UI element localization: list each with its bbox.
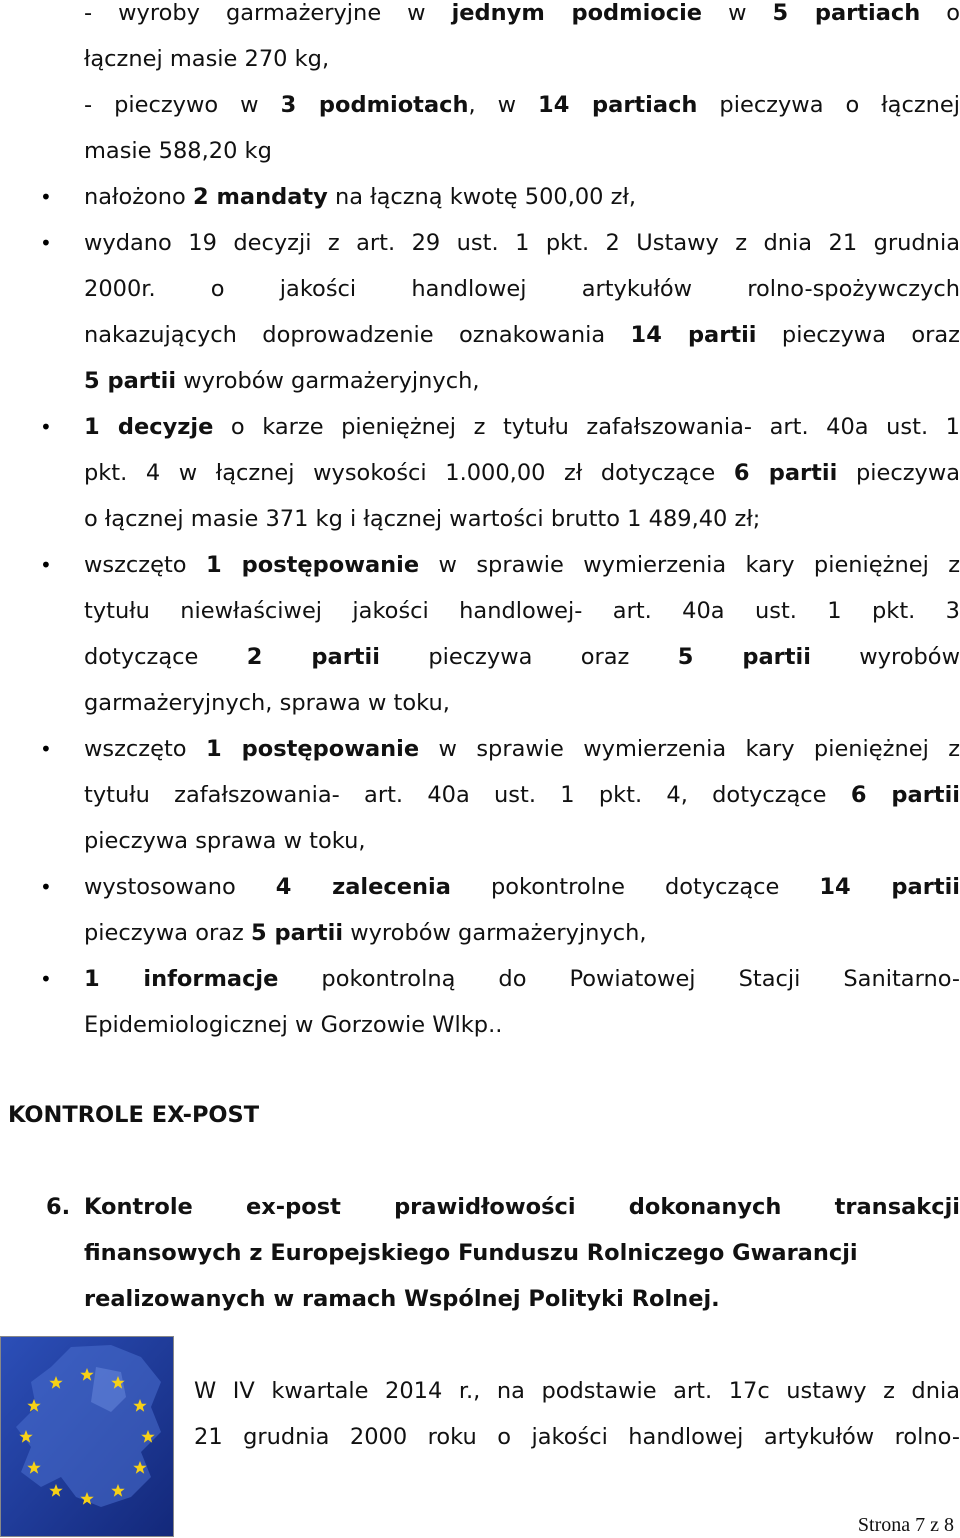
bullet-icon: • <box>40 231 52 255</box>
text-line: - wyroby garmażeryjne w jednym podmiocie w 5 partiach o <box>84 0 960 26</box>
bullet-icon: • <box>40 967 52 991</box>
bullet-icon: • <box>40 415 52 439</box>
section-title-line: finansowych z Europejskiego Funduszu Rolniczego Gwarancji <box>84 1240 858 1266</box>
text-line: nakazujących doprowadzenie oznakowania 14 partii pieczywa oraz <box>84 322 960 348</box>
text-line: 1 informacje pokontrolną do Powiatowej Stacji Sanitarno- <box>84 966 960 992</box>
text-line: pieczywa sprawa w toku, <box>84 828 366 854</box>
text-line: W IV kwartale 2014 r., na podstawie art. 17c ustawy z dnia <box>194 1378 960 1404</box>
page-number: Strona 7 z 8 <box>857 1514 954 1536</box>
text-line: - pieczywo w 3 podmiotach, w 14 partiach pieczywa o łącznej <box>84 92 960 118</box>
bullet-icon: • <box>40 185 52 209</box>
text-line: o łącznej masie 371 kg i łącznej wartości brutto 1 489,40 zł; <box>84 506 761 532</box>
text-line: wszczęto 1 postępowanie w sprawie wymierzenia kary pieniężnej z <box>84 552 960 578</box>
section-title-line: realizowanych w ramach Wspólnej Polityki Rolnej. <box>84 1286 720 1312</box>
text-line: 1 decyzje o karze pieniężnej z tytułu zafałszowania- art. 40a ust. 1 <box>84 414 960 440</box>
text-line: wystosowano 4 zalecenia pokontrolne dotyczące 14 partii <box>84 874 960 900</box>
text-line: masie 588,20 kg <box>84 138 272 164</box>
text-line: nałożono 2 mandaty na łączną kwotę 500,00 zł, <box>84 184 636 210</box>
section-number: 6. <box>46 1194 71 1220</box>
bullet-icon: • <box>40 875 52 899</box>
text-line: łącznej masie 270 kg, <box>84 46 330 72</box>
text-line: Epidemiologicznej w Gorzowie Wlkp.. <box>84 1012 503 1038</box>
text-line: 5 partii wyrobów garmażeryjnych, <box>84 368 480 394</box>
bullet-icon: • <box>40 553 52 577</box>
section-heading: KONTROLE EX-POST <box>8 1102 260 1128</box>
bullet-icon: • <box>40 737 52 761</box>
text-line: garmażeryjnych, sprawa w toku, <box>84 690 450 716</box>
text-line: 2000r. o jakości handlowej artykułów rolno-spożywczych <box>84 276 960 302</box>
eu-flag-map-image <box>0 1336 174 1537</box>
text-line: wydano 19 decyzji z art. 29 ust. 1 pkt. 2 Ustawy z dnia 21 grudnia <box>84 230 960 256</box>
text-line: tytułu niewłaściwej jakości handlowej- art. 40a ust. 1 pkt. 3 <box>84 598 960 624</box>
text-line: pkt. 4 w łącznej wysokości 1.000,00 zł dotyczące 6 partii pieczywa <box>84 460 960 486</box>
section-title-line: Kontrole ex-post prawidłowości dokonanych transakcji <box>84 1194 960 1220</box>
text-line: 21 grudnia 2000 roku o jakości handlowej artykułów rolno- <box>194 1424 960 1450</box>
text-line: pieczywa oraz 5 partii wyrobów garmażeryjnych, <box>84 920 647 946</box>
text-line: tytułu zafałszowania- art. 40a ust. 1 pkt. 4, dotyczące 6 partii <box>84 782 960 808</box>
text-line: wszczęto 1 postępowanie w sprawie wymierzenia kary pieniężnej z <box>84 736 960 762</box>
text-line: dotyczące 2 partii pieczywa oraz 5 partii wyrobów <box>84 644 960 670</box>
